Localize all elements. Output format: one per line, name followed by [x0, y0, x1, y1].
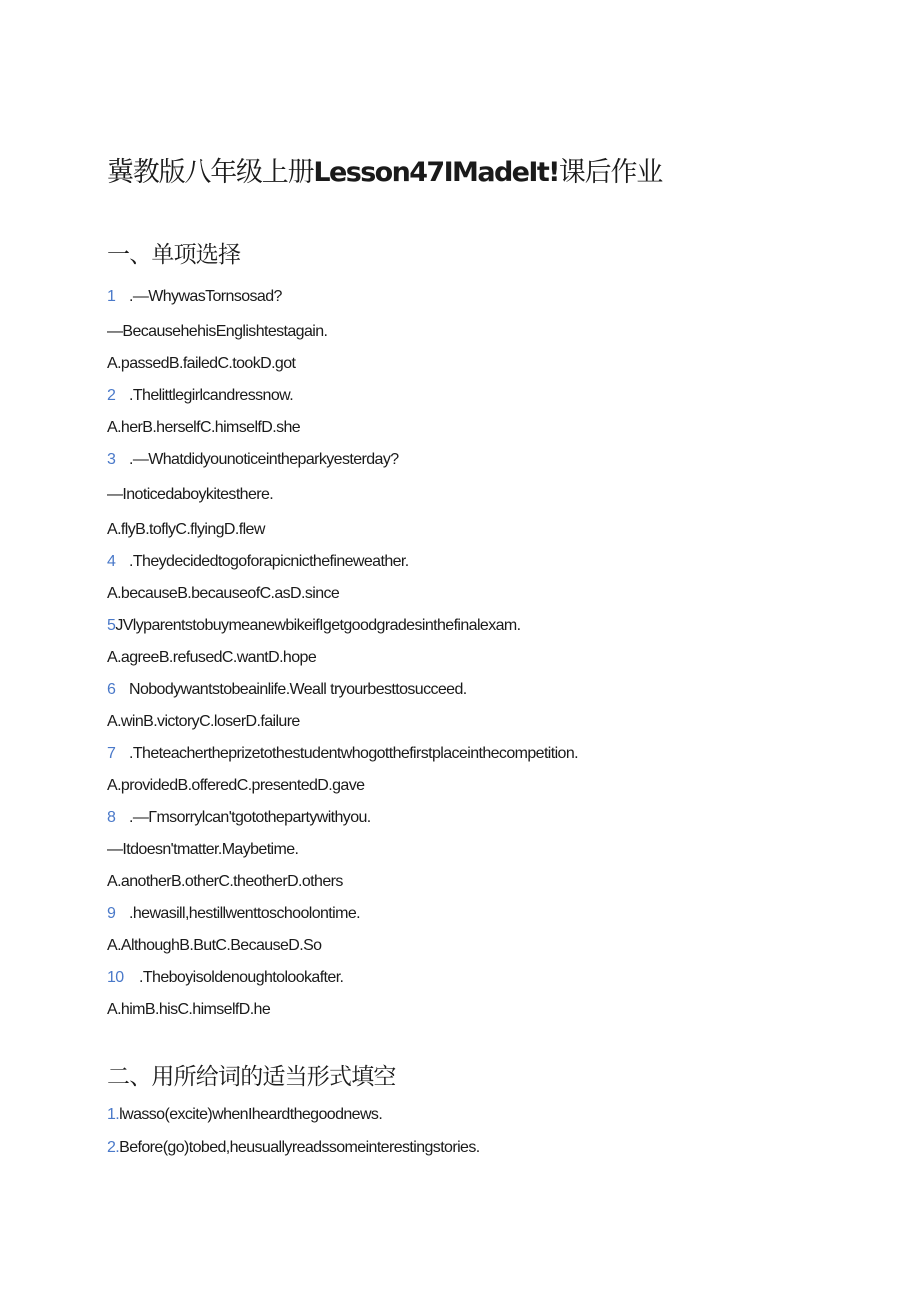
question-number: 7 [107, 745, 116, 762]
title-cn-prefix: 冀教版八年级上册 [107, 157, 314, 188]
question-7 [107, 744, 578, 764]
question-9-options: A.AlthoughB.ButC.BecauseD.So [107, 937, 322, 954]
question-7-options: A.providedB.offeredC.presentedD.gave [107, 777, 365, 794]
question-number: 8 [107, 809, 116, 826]
question-text: .Theboyisoldenoughtolookafter. [139, 969, 344, 986]
question-9 [107, 904, 360, 924]
question-text: .—WhywasTornsosad? [129, 288, 282, 305]
question-4 [107, 552, 409, 572]
question-10 [107, 968, 343, 988]
question-number: 5 [107, 617, 116, 634]
question-3-line2: —Inoticedaboykitesthere. [107, 486, 274, 503]
question-3 [107, 450, 399, 470]
question-2 [107, 386, 293, 406]
question-text: .Theydecidedtogoforapicnicthefineweather. [129, 553, 409, 570]
question-8-options: A.anotherB.otherC.theotherD.others [107, 873, 343, 890]
question-text: JVlyparentstobuymeanewbikeifIgetgoodgradesinthefinalexam. [115, 617, 521, 634]
title-en: Lesson47IMadeIt! [313, 157, 559, 188]
question-5 [107, 616, 521, 636]
question-text: .—Γmsorrylcan'tgotothepartywithyou. [129, 809, 371, 826]
question-4-options: A.becauseB.becauseofC.asD.since [107, 585, 340, 602]
question-text: .Theteachertheprizetothestudentwhogotthefirstplaceinthecompetition. [129, 745, 578, 762]
question-8-line2: —Itdoesn'tmatter.Maybetime. [107, 841, 299, 858]
question-3-options: A.flyB.toflyC.flyingD.flew [107, 521, 265, 538]
fill-question-1 [107, 1105, 382, 1125]
question-number: 1. [107, 1106, 120, 1123]
question-text: Nobodywantstobeainlife.Weall tryourbesttosucceed. [129, 681, 467, 698]
question-5-options: A.agreeB.refusedC.wantD.hope [107, 649, 317, 666]
question-1-options: A.passedB.failedC.tookD.got [107, 355, 296, 372]
question-number: 2. [107, 1139, 120, 1156]
section-heading-single-choice: 一、单项选择 [107, 242, 241, 268]
question-text: .—Whatdidyounoticeintheparkyesterday? [129, 451, 399, 468]
question-text: lwasso(excite)whenIheardthegoodnews. [119, 1106, 383, 1123]
question-text: .hewasill,hestillwenttoschoolontime. [129, 905, 360, 922]
section-heading-fill-in: 二、用所给词的适当形式填空 [107, 1064, 396, 1090]
question-8 [107, 808, 371, 828]
question-text: Before(go)tobed,heusuallyreadssomeinterestingstories. [119, 1139, 480, 1156]
question-number: 1 [107, 288, 116, 305]
title-cn-suffix: 课后作业 [558, 157, 663, 188]
question-6 [107, 680, 467, 700]
fill-question-2 [107, 1138, 480, 1158]
question-6-options: A.winB.victoryC.loserD.failure [107, 713, 300, 730]
question-1-line2: —BecausehehisEnglishtestagain. [107, 323, 328, 340]
question-number: 9 [107, 905, 116, 922]
question-2-options: A.herB.herselfC.himselfD.she [107, 419, 301, 436]
question-1 [107, 287, 282, 307]
document-title [107, 150, 662, 189]
question-number: 3 [107, 451, 116, 468]
question-10-options: A.himB.hisC.himselfD.he [107, 1001, 271, 1018]
question-number: 4 [107, 553, 116, 570]
question-number: 6 [107, 681, 116, 698]
question-number: 2 [107, 387, 116, 404]
question-number: 10 [107, 969, 124, 986]
question-text: .Thelittlegirlcandressnow. [129, 387, 294, 404]
